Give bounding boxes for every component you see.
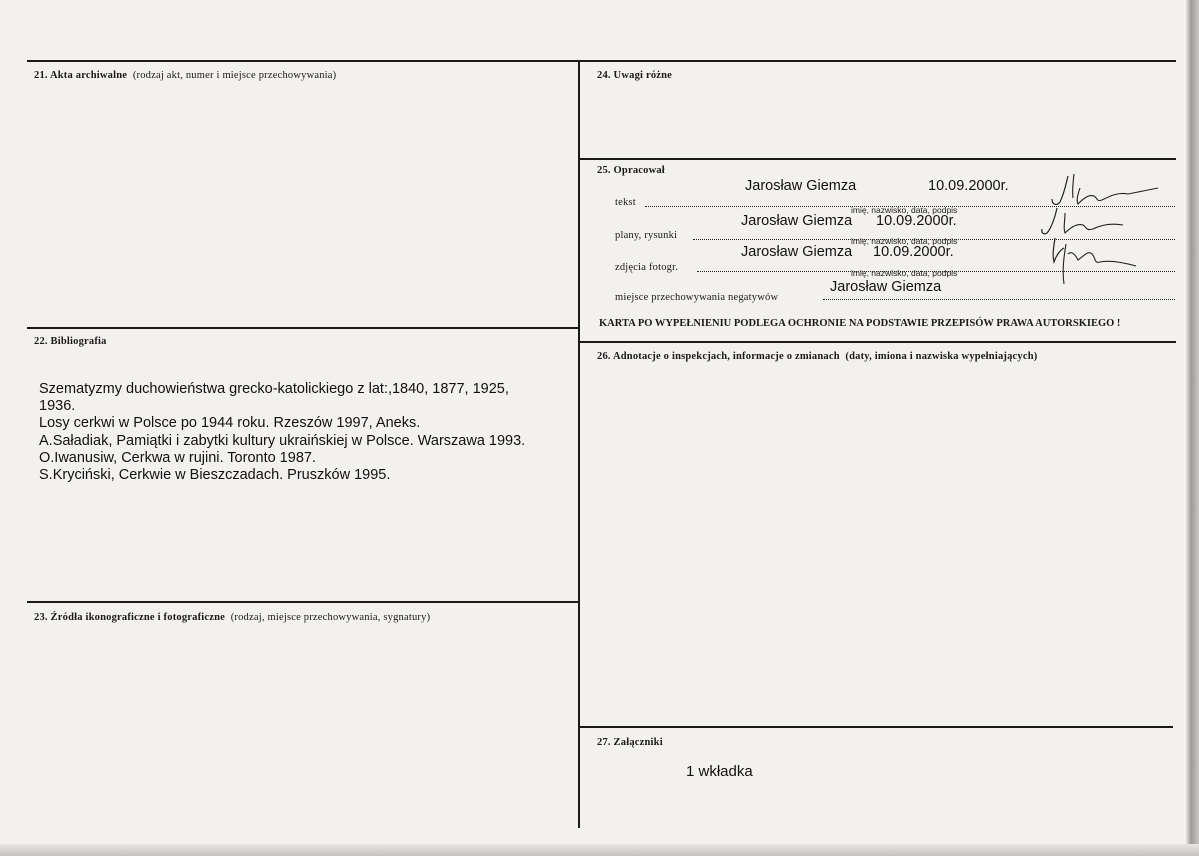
plany-date: 10.09.2000r. — [876, 213, 957, 229]
card-right-edge — [1186, 0, 1199, 856]
zdjecia-date: 10.09.2000r. — [873, 244, 954, 260]
section-21-sub: (rodzaj akt, numer i miejsce przechowywania) — [132, 70, 337, 81]
section-26-label: 26. Adnotacje o inspekcjach, informacje o zmianach (daty, imiona i nazwiska wypełniających) — [597, 351, 1038, 362]
negatywy-value: Jarosław Giemza — [830, 279, 942, 295]
rule-top-right — [580, 60, 1176, 62]
negatywy-label: miejsce przechowywania negatywów — [615, 292, 779, 303]
card-bottom-edge — [0, 844, 1199, 856]
section-24-label: 24. Uwagi różne — [597, 70, 673, 81]
signature-zdjecia-icon — [1040, 232, 1145, 287]
tekst-name: Jarosław Giemza — [745, 178, 857, 194]
section-23-sub: (rodzaj, miejsce przechowywania, sygnatury) — [230, 612, 431, 623]
plany-name: Jarosław Giemza — [741, 213, 853, 229]
rule-center — [578, 60, 580, 828]
section-26-sub: (daty, imiona i nazwiska wypełniających) — [845, 351, 1038, 362]
tekst-hint: imię, nazwisko, data, podpis — [851, 205, 958, 215]
bibliography-entry: S.Kryciński, Cerkwie w Bieszczadach. Pruszków 1995. — [39, 467, 391, 484]
rule-s22 — [27, 327, 580, 329]
bibliography-entry: A.Saładiak, Pamiątki i zabytki kultury ukraińskiej w Polsce. Warszawa 1993. — [39, 432, 526, 449]
section-27-label: 27. Załączniki — [597, 737, 663, 748]
plany-label: plany, rysunki — [615, 230, 678, 241]
section-21-label: 21. Akta archiwalne (rodzaj akt, numer i miejsce przechowywania) — [34, 70, 337, 81]
tekst-date: 10.09.2000r. — [928, 178, 1009, 194]
bibliography-entry: Losy cerkwi w Polsce po 1944 roku. Rzeszów 1997, Aneks. — [39, 415, 421, 432]
section-22-label: 22. Bibliografia — [34, 336, 107, 347]
rule-s25 — [580, 158, 1176, 160]
section-25-label: 25. Opracował — [597, 165, 665, 176]
rule-s27 — [580, 726, 1173, 728]
bibliography-entry: Szematyzmy duchowieństwa grecko-katolickiego z lat:,1840, 1877, 1925, 1936. — [39, 381, 509, 415]
zdjecia-hint: imię, nazwisko, data, podpis — [851, 268, 958, 278]
rule-s23 — [27, 601, 580, 603]
copyright-warning: KARTA PO WYPEŁNIENIU PODLEGA OCHRONIE NA PODSTAWIE PRZEPISÓW PRAWA AUTORSKIEGO ! — [599, 318, 1121, 329]
attachments-value: 1 wkładka — [686, 763, 753, 780]
negatywy-dotted-line — [823, 299, 1175, 300]
plany-hint: imię, nazwisko, data, podpis — [851, 236, 958, 246]
zdjecia-label: zdjęcia fotogr. — [615, 262, 679, 273]
bibliography-entry: O.Iwanusiw, Cerkwa w rujini. Toronto 1987. — [39, 449, 316, 466]
bibliography-list — [39, 381, 539, 484]
zdjecia-name: Jarosław Giemza — [741, 244, 853, 260]
rule-top-left — [27, 60, 580, 62]
rule-s26 — [580, 341, 1176, 343]
section-23-label: 23. Źródła ikonograficzne i fotograficzne (rodzaj, miejsce przechowywania, sygnatury) — [34, 612, 431, 623]
tekst-label: tekst — [615, 197, 636, 208]
